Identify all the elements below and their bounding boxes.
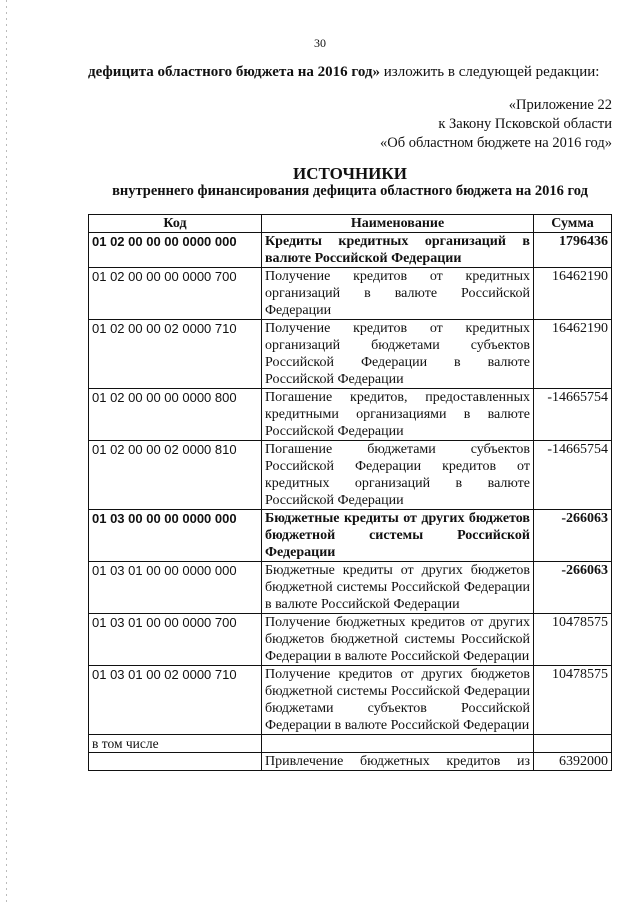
row-code: 01 03 01 00 00 0000 000 xyxy=(89,562,262,614)
row-sum: -266063 xyxy=(534,510,612,562)
header-sum: Сумма xyxy=(534,215,612,233)
table-row xyxy=(89,320,612,389)
row-sum: 16462190 xyxy=(534,268,612,320)
row-code: 01 03 01 00 00 0000 700 xyxy=(89,614,262,666)
row-code: 01 02 00 00 00 0000 800 xyxy=(89,389,262,441)
page-number: 30 xyxy=(314,36,326,50)
row-sum: -266063 xyxy=(534,562,612,614)
table-row xyxy=(89,614,612,666)
sources-table xyxy=(88,214,612,771)
row-code: 01 03 01 00 02 0000 710 xyxy=(89,666,262,735)
row-name: Получение кредитов от других бюджетов бюджетной системы Российской Федерации бюджетами субъектов Российской Федерации в валюте Российской Федерации xyxy=(262,666,534,735)
row-name: Бюджетные кредиты от других бюджетов бюджетной системы Российской Федерации xyxy=(262,510,534,562)
row-name: Кредиты кредитных организаций в валюте Российской Федерации xyxy=(262,233,534,268)
table-row xyxy=(89,562,612,614)
appendix-line-3: «Об областном бюджете на 2016 год» xyxy=(380,135,612,151)
table-header-row xyxy=(89,215,612,233)
row-code: в том числе xyxy=(89,735,262,753)
row-code: 01 03 00 00 00 0000 000 xyxy=(89,510,262,562)
row-sum: 6392000 xyxy=(534,753,612,771)
table-row xyxy=(89,268,612,320)
header-name: Наименование xyxy=(262,215,534,233)
table-row xyxy=(89,735,612,753)
row-name: Погашение бюджетами субъектов Российской Федерации кредитов от кредитных организаций в валюте Российской Федерации xyxy=(262,441,534,510)
table-row xyxy=(89,510,612,562)
intro-bold: дефицита областного бюджета на 2016 год» xyxy=(88,64,381,80)
row-code xyxy=(89,753,262,771)
document-title: ИСТОЧНИКИ xyxy=(293,164,407,183)
table-row xyxy=(89,233,612,268)
document-subtitle: внутреннего финансирования дефицита областного бюджета на 2016 год xyxy=(112,183,588,199)
row-name: Получение кредитов от кредитных организаций в валюте Российской Федерации xyxy=(262,268,534,320)
row-name xyxy=(262,753,534,771)
row-code: 01 02 00 00 00 0000 000 xyxy=(89,233,262,268)
row-code: 01 02 00 00 02 0000 710 xyxy=(89,320,262,389)
scan-edge xyxy=(6,0,7,905)
intro-rest: изложить в следующей редакции: xyxy=(380,64,600,80)
row-sum: 16462190 xyxy=(534,320,612,389)
row-sum: 10478575 xyxy=(534,666,612,735)
appendix-line-2: к Закону Псковской области xyxy=(438,116,612,132)
table-row xyxy=(89,389,612,441)
row-sum: -14665754 xyxy=(534,441,612,510)
row-name-text: Привлечение бюджетных кредитов из xyxy=(265,754,530,769)
row-sum: 1796436 xyxy=(534,233,612,268)
row-code: 01 02 00 00 02 0000 810 xyxy=(89,441,262,510)
table-row xyxy=(89,753,612,771)
intro-text xyxy=(88,64,618,81)
row-name: Получение бюджетных кредитов от других бюджетов бюджетной системы Российской Федерации в валюте Российской Федерации xyxy=(262,614,534,666)
row-name: Бюджетные кредиты от других бюджетов бюджетной системы Российской Федерации в валюте Российской Федерации xyxy=(262,562,534,614)
row-name: Погашение кредитов, предоставленных кредитными организациями в валюте Российской Федерации xyxy=(262,389,534,441)
table-row xyxy=(89,441,612,510)
appendix-line-1: «Приложение 22 xyxy=(508,97,612,113)
table-row xyxy=(89,666,612,735)
row-sum: -14665754 xyxy=(534,389,612,441)
row-sum: 10478575 xyxy=(534,614,612,666)
row-name: Получение кредитов от кредитных организаций бюджетами субъектов Российской Федерации в валюте Российской Федерации xyxy=(262,320,534,389)
header-code: Код xyxy=(89,215,262,233)
row-name xyxy=(262,735,534,753)
appendix-reference xyxy=(292,96,612,153)
row-sum xyxy=(534,735,612,753)
row-code: 01 02 00 00 00 0000 700 xyxy=(89,268,262,320)
